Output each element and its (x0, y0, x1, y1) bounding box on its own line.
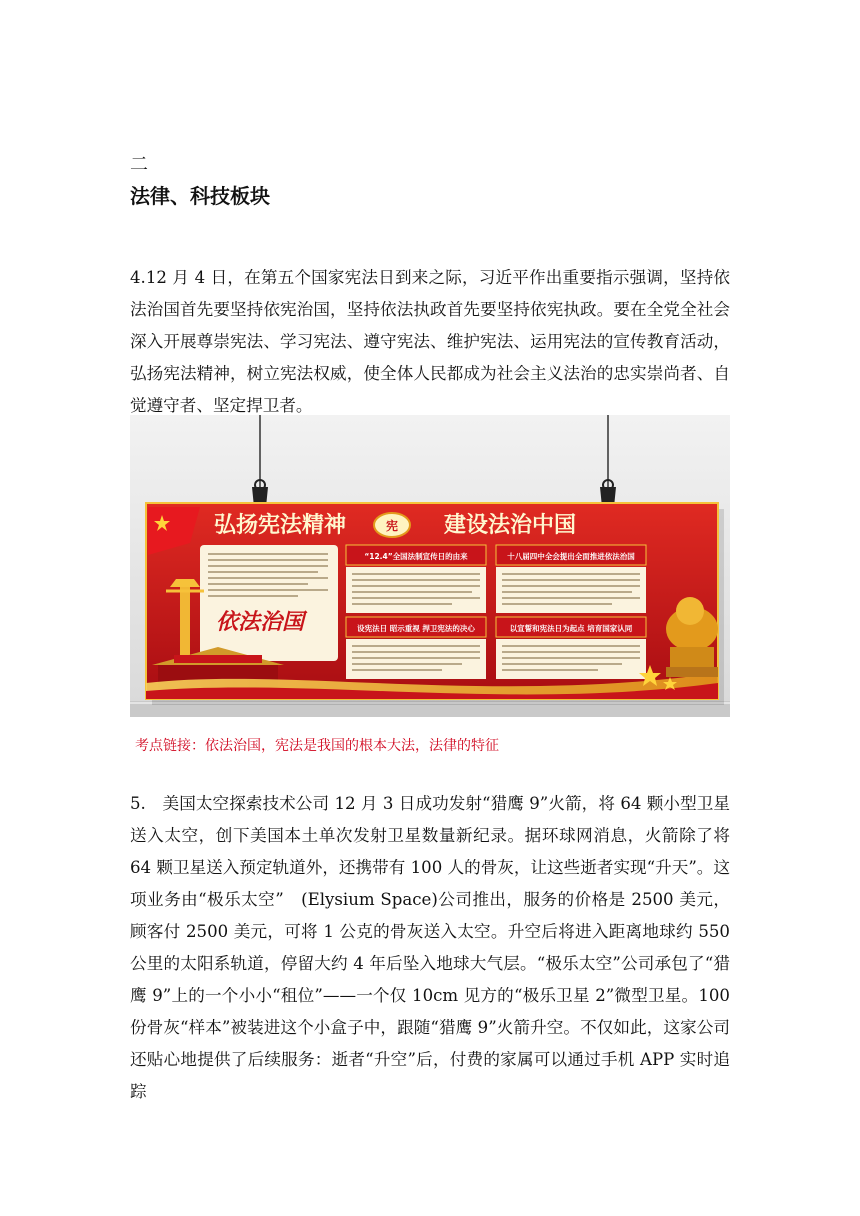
calligraphy-text: 依法治国 (215, 609, 305, 635)
banner-headline-left: 弘扬宪法精神 (213, 513, 347, 538)
column-3-title: 设宪法日 昭示重视 捍卫宪法的决心 (357, 624, 475, 633)
column-2-title: 十八届四中全会提出全面推进依法治国 (507, 552, 635, 561)
section-title: 法律、科技板块 (130, 184, 270, 208)
constitution-poster-image (130, 415, 730, 717)
paragraph-item-4: 4.12 月 4 日，在第五个国家宪法日到来之际，习近平作出重要指示强调，坚持依法治国首先要坚持依宪治国，坚持依法执政首先要坚持依宪执政。要在全党全社会深入开展尊崇宪法、学习宪法、遵守宪法、维护宪法、运用宪法的宣传教育活动，弘扬宪法精神，树立宪法权威，使全体人民都成为社会主义法治的忠实崇尚者、自觉遵守者、坚定捍卫者。 (130, 268, 730, 415)
constitution-emblem-icon (374, 513, 410, 537)
paragraph-item-5: 5. 美国太空探索技术公司 12 月 3 日成功发射“猎鹰 9”火箭，将 64 颗小型卫星送入太空，创下美国本土单次发射卫星数量新纪录。据环球网消息，火箭除了将 64 颗卫星送入预定轨道外，还携带有 100 人的骨灰，让这些逝者实现“升天”。这项业务由“极乐太空” (Elysium Space)公司推出，服务的价格是 2500 美元，顾客付 2500 美元，可将 1 公克的骨灰送入太空。升空后将进入距离地球约 550 公里的太阳系轨道，停留大约 4 年后坠入地球大气层。“极乐太空”公司承包了“猎鹰 9”上的一个小小“租位”——一个仅 10cm 见方的“极乐卫星 2”微型卫星。100 份骨灰“样本”被装进这个小盒子中，跟随“猎鹰 9”火箭升空。不仅如此，这家公司还贴心地提供了后续服务：逝者“升空”后，付费的家属可以通过手机 APP 实时追踪 (130, 794, 730, 1101)
column-1-title: “12.4”全国法制宣传日的由来 (364, 552, 468, 561)
banner-headline-right: 建设法治中国 (443, 513, 577, 538)
exam-point-link: 考点链接：依法治国，宪法是我国的根本大法，法律的特征 (135, 738, 499, 754)
column-4-title: 以宣誓和宪法日为起点 培育国家认同 (509, 624, 633, 633)
emblem-text: 宪 (385, 519, 399, 533)
section-number: 二 (130, 154, 148, 175)
